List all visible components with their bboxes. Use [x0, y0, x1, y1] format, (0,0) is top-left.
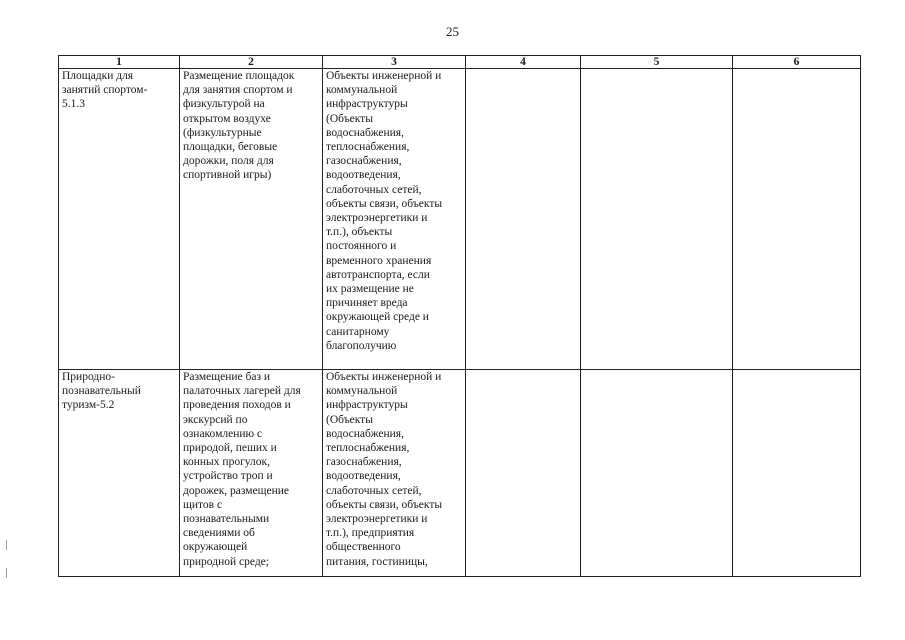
header-col-5: 5	[581, 56, 733, 69]
cell-text-line: сведениями об	[183, 527, 255, 540]
cell-text-line: площадки, беговые	[183, 141, 278, 154]
cell-text-line: проведения походов и	[183, 399, 291, 412]
cell-text-line: познавательными	[183, 513, 270, 526]
cell-text-line: дорожек, размещение	[183, 484, 290, 497]
cell-text-line: автотранспорта, если	[326, 268, 430, 281]
table-header-row	[59, 56, 861, 69]
cell-text-line: инфраструктуры	[326, 399, 408, 412]
cell-text-line: теплоснабжения,	[326, 442, 410, 455]
cell-text-line: занятий спортом-	[62, 84, 148, 97]
scan-margin-mark	[6, 540, 7, 550]
header-col-1: 1	[59, 56, 180, 69]
cell-text-line: объекты связи, объекты	[326, 498, 443, 511]
cell-text-line: водоотведения,	[326, 169, 401, 182]
cell-text-line: экскурсий по	[183, 413, 248, 426]
cell-text-line: временного хранения	[326, 254, 432, 267]
cell-text-line: Объекты инженерной и	[326, 371, 442, 383]
cell-text-line: конных прогулок,	[183, 456, 270, 469]
auxiliary-use-cell	[323, 69, 466, 370]
empty-cell-col-4	[466, 370, 581, 577]
cell-text-line: ознакомлению с	[183, 427, 263, 440]
empty-cell-col-6	[733, 370, 861, 577]
header-col-2: 2	[180, 56, 323, 69]
page-number: 25	[446, 24, 459, 39]
cell-text-line: коммунальной	[326, 84, 398, 97]
cell-text-line: питания, гостиницы,	[326, 555, 428, 568]
cell-text-line: т.п.), предприятия	[326, 527, 415, 540]
auxiliary-use-cell	[323, 370, 466, 577]
header-col-6: 6	[733, 56, 861, 69]
cell-text-line: причиняет вреда	[326, 297, 408, 310]
cell-text-line: газоснабжения,	[326, 456, 402, 469]
cell-text-line: для занятия спортом и	[183, 84, 293, 97]
use-description-cell	[180, 69, 323, 370]
table-row	[59, 69, 861, 370]
cell-text-line: природой, пеших и	[183, 442, 277, 455]
cell-text-line: туризм-5.2	[62, 399, 115, 412]
cell-text-line: газоснабжения,	[326, 155, 402, 168]
table-row	[59, 370, 861, 577]
cell-text-line: окружающей	[183, 541, 248, 554]
cell-text-line: общественного	[326, 541, 401, 554]
header-col-3: 3	[323, 56, 466, 69]
cell-text-line: санитарному	[326, 325, 390, 338]
cell-text-line: палаточных лагерей для	[183, 385, 301, 398]
cell-text-line: Размещение баз и	[183, 371, 271, 383]
scan-margin-mark	[6, 568, 7, 578]
cell-text-line: окружающей среде и	[326, 311, 429, 324]
cell-text-line: слаботочных сетей,	[326, 183, 422, 196]
cell-text-line: т.п.), объекты	[326, 226, 393, 239]
use-description-cell	[180, 370, 323, 577]
cell-text-line: открытом воздухе	[183, 112, 271, 125]
use-type-cell	[59, 370, 180, 577]
cell-text-line: 5.1.3	[62, 98, 85, 111]
cell-text-line: познавательный	[62, 385, 141, 398]
empty-cell-col-6	[733, 69, 861, 370]
cell-text-line: (физкультурные	[183, 126, 262, 139]
cell-text-line: (Объекты	[326, 112, 373, 125]
cell-text-line: инфраструктуры	[326, 98, 408, 111]
header-col-4: 4	[466, 56, 581, 69]
cell-text-line: электроэнергетики и	[326, 513, 428, 526]
cell-text-line: водоснабжения,	[326, 427, 404, 440]
cell-text-line: Объекты инженерной и	[326, 70, 442, 82]
cell-text-line: Природно-	[62, 371, 115, 383]
cell-text-line: природной среде;	[183, 555, 269, 568]
cell-text-line: водоснабжения,	[326, 126, 404, 139]
empty-cell-col-5	[581, 370, 733, 577]
cell-text-line: благополучию	[326, 339, 397, 352]
cell-text-line: Размещение площадок	[183, 70, 295, 82]
cell-text-line: физкультурой на	[183, 98, 265, 111]
land-use-table	[58, 55, 861, 577]
cell-text-line: (Объекты	[326, 413, 373, 426]
cell-text-line: устройство троп и	[183, 470, 273, 483]
cell-text-line: теплоснабжения,	[326, 141, 410, 154]
cell-text-line: щитов с	[183, 498, 223, 511]
use-type-cell	[59, 69, 180, 370]
cell-text-line: электроэнергетики и	[326, 212, 428, 225]
empty-cell-col-4	[466, 69, 581, 370]
cell-text-line: объекты связи, объекты	[326, 197, 443, 210]
cell-text-line: водоотведения,	[326, 470, 401, 483]
cell-text-line: дорожки, поля для	[183, 155, 274, 168]
cell-text-line: слаботочных сетей,	[326, 484, 422, 497]
empty-cell-col-5	[581, 69, 733, 370]
cell-text-line: спортивной игры)	[183, 169, 272, 182]
cell-text-line: коммунальной	[326, 385, 398, 398]
cell-text-line: их размещение не	[326, 283, 414, 296]
cell-text-line: Площадки для	[62, 70, 134, 82]
cell-text-line: постоянного и	[326, 240, 397, 253]
